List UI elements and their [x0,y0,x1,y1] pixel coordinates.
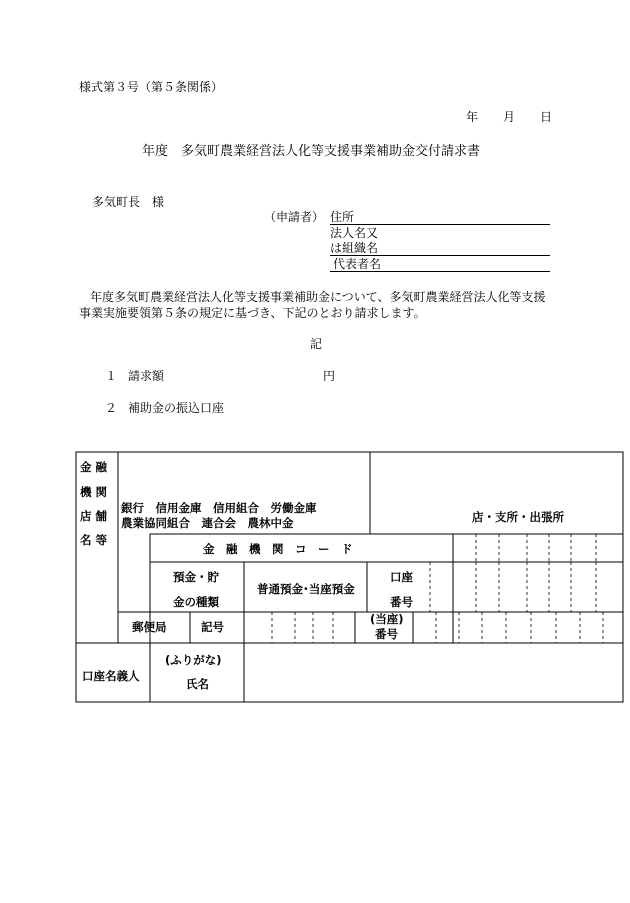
account-holder-label: 口座名義人 [82,669,140,683]
account-label-2: 番号 [390,595,413,609]
institution-label-1: 金 融 [80,460,108,474]
form-number: 様式第３号（第５条関係） [79,80,224,94]
deposit-options: 普通預金･当座預金 [257,582,355,596]
body-line-1: 年度多気町農業経営法人化等支援事業補助金について、多気町農業経営法人化等支援 [90,290,546,304]
representative-label: 代表者名 [333,257,382,271]
institution-label-2: 機 関 [80,485,108,499]
bank-types-line-2: 農業協同組合 連合会 農林中金 [121,516,294,530]
account-label-1: 口座 [390,570,413,584]
body-line-2: 事業実施要領第５条の規定に基づき、下記のとおり請求します。 [79,306,426,320]
addressee: 多気町長 様 [92,195,165,209]
date-day: 日 [540,110,553,124]
holder-name-label: 氏名 [186,677,209,691]
bank-types-line-1: 銀行 信用金庫 信用組合 労働金庫 [121,501,317,515]
current-account-label-1: (当座) [370,612,404,626]
institution-code-label: 金 融 機 関 コ ー ド [203,542,353,556]
post-office-label: 郵便局 [132,620,167,634]
current-account-label-2: 番号 [375,627,398,641]
date-month: 月 [503,110,516,124]
corp-name-label-2: は組織名 [330,241,379,255]
item1-label: 請求額 [128,369,165,383]
institution-label-3: 店 舗 [80,509,108,523]
date-year: 年 [466,110,479,124]
deposit-type-label-1: 預金・貯 [173,570,219,584]
item1-unit: 円 [323,369,336,383]
deposit-type-label-2: 金の種類 [173,595,219,609]
item2-number: ２ [105,401,118,415]
document-title: 年度 多気町農業経営法人化等支援事業補助金交付請求書 [142,144,481,159]
item2-label: 補助金の振込口座 [128,401,225,415]
branch-types: 店・支所・出張所 [472,510,564,524]
item1-number: １ [105,369,118,383]
furigana-label: (ふりがな) [165,653,222,667]
ki-marker: 記 [310,337,323,351]
institution-label-4: 名 等 [80,533,108,547]
corp-name-label-1: 法人名又 [330,226,379,240]
address-label: 住所 [330,210,355,224]
applicant-label: （申請者） [264,210,325,224]
symbol-label: 記号 [201,620,224,634]
